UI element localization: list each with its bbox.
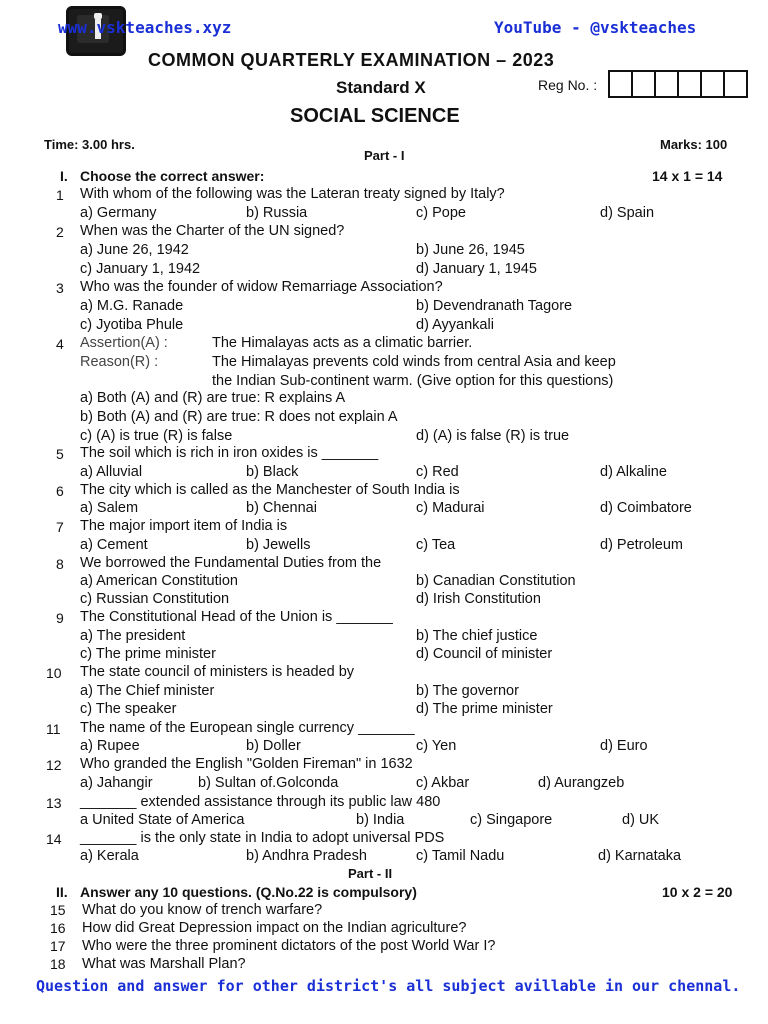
option: a) Cement (80, 537, 148, 553)
section2-marks: 10 x 2 = 20 (662, 884, 733, 900)
option: c) (A) is true (R) is false (80, 428, 233, 444)
option: d) Alkaline (600, 464, 667, 480)
reason-label: Reason(R) : (80, 354, 159, 370)
option: a United State of America (80, 812, 245, 828)
option: b) June 26, 1945 (416, 242, 525, 258)
option: a) Rupee (80, 738, 140, 754)
question-number: 8 (56, 556, 64, 572)
question-text: The Constitutional Head of the Union is _______ (80, 609, 393, 625)
option: c) Akbar (416, 775, 470, 791)
option: a) American Constitution (80, 573, 238, 589)
option: d) The prime minister (416, 701, 553, 717)
option: a) Alluvial (80, 464, 143, 480)
standard-label: Standard X (336, 78, 426, 97)
option: d) Irish Constitution (416, 591, 541, 607)
option: b) Sultan of.Golconda (198, 775, 339, 791)
option: c) Jyotiba Phule (80, 317, 184, 333)
reason-text: the Indian Sub-continent warm. (Give option for this questions) (212, 373, 614, 389)
option: b) Doller (246, 738, 301, 754)
question-number: 13 (46, 795, 62, 811)
question-text: Who was the founder of widow Remarriage Association? (80, 279, 443, 295)
question-number: 3 (56, 280, 64, 296)
website-link[interactable]: www.vskteaches.xyz (58, 18, 232, 37)
option: d) Coimbatore (600, 500, 692, 516)
option: d) Aurangzeb (538, 775, 625, 791)
option: c) Red (416, 464, 459, 480)
option: b) Russia (246, 205, 308, 221)
option: d) Council of minister (416, 646, 553, 662)
option: a) Germany (80, 205, 157, 221)
option: c) Tamil Nadu (416, 848, 505, 864)
option: c) Pope (416, 205, 466, 221)
option: d) Euro (600, 738, 648, 754)
option: c) The speaker (80, 701, 177, 717)
assertion-label: Assertion(A) : (80, 335, 168, 351)
section1-marks: 14 x 1 = 14 (652, 168, 723, 184)
question-number: 16 (50, 920, 66, 936)
option: b) Canadian Constitution (416, 573, 576, 589)
option: c) Yen (416, 738, 457, 754)
option: b) Devendranath Tagore (416, 298, 573, 314)
question-text: The city which is called as the Manchester of South India is (80, 482, 460, 498)
part2-heading: Part - II (348, 866, 393, 881)
section2-number: II. (56, 884, 68, 900)
question-text: What was Marshall Plan? (82, 956, 246, 972)
option: c) Tea (416, 537, 456, 553)
question-number: 11 (46, 721, 61, 737)
section1-number: I. (60, 168, 68, 184)
option: b) Both (A) and (R) are true: R does not explain A (80, 409, 398, 425)
exam-title: COMMON QUARTERLY EXAMINATION – 2023 (148, 50, 555, 70)
reason-text: The Himalayas prevents cold winds from central Asia and keep (212, 354, 616, 370)
option: a) The Chief minister (80, 683, 215, 699)
question-text: _______ is the only state in India to adopt universal PDS (80, 830, 445, 846)
question-text: The soil which is rich in iron oxides is _______ (80, 445, 379, 461)
option: d) Spain (600, 205, 655, 221)
question-number: 10 (46, 665, 62, 681)
question-text: Who were the three prominent dictators of the post World War I? (82, 938, 496, 954)
question-number: 5 (56, 446, 64, 462)
question-text: Who granded the English "Golden Fireman" in 1632 (80, 756, 413, 772)
question-number: 6 (56, 483, 64, 499)
question-text: The name of the European single currency _______ (80, 720, 415, 736)
option: d) Petroleum (600, 537, 684, 553)
subject-title: SOCIAL SCIENCE (290, 105, 460, 127)
option: b) India (356, 812, 405, 828)
option: a) M.G. Ranade (80, 298, 184, 314)
section1-title: Choose the correct answer: (80, 168, 265, 184)
option: d) January 1, 1945 (416, 261, 537, 277)
assertion-text: The Himalayas acts as a climatic barrier. (212, 335, 473, 351)
question-number: 18 (50, 956, 66, 972)
option: b) Andhra Pradesh (246, 848, 367, 864)
option: c) January 1, 1942 (80, 261, 201, 277)
youtube-link[interactable]: YouTube - @vskteaches (494, 18, 697, 37)
option: d) Ayyankali (416, 317, 494, 333)
option: c) Madurai (416, 500, 485, 516)
question-text: We borrowed the Fundamental Duties from the (80, 555, 382, 571)
part1-heading: Part - I (364, 148, 405, 163)
option: c) The prime minister (80, 646, 216, 662)
question-text: How did Great Depression impact on the Indian agriculture? (82, 920, 467, 936)
footer-promo-text: Question and answer for other district's all subject avillable in our chennal. (36, 977, 741, 995)
option: b) Black (246, 464, 299, 480)
option: b) Jewells (246, 537, 311, 553)
option: a) Kerala (80, 848, 139, 864)
question-text: With whom of the following was the Lateran treaty signed by Italy? (80, 186, 505, 202)
option: d) (A) is false (R) is true (416, 428, 570, 444)
question-number: 17 (50, 938, 66, 954)
question-text: The state council of ministers is headed by (80, 664, 355, 680)
question-number: 4 (56, 336, 64, 352)
option: a) Both (A) and (R) are true: R explains A (80, 390, 346, 406)
reg-no-label: Reg No. : (538, 77, 598, 93)
option: d) UK (622, 812, 660, 828)
question-number: 14 (46, 831, 62, 847)
option: c) Russian Constitution (80, 591, 230, 607)
question-text: _______ extended assistance through its public law 480 (80, 794, 441, 810)
question-number: 2 (56, 224, 64, 240)
option: b) The chief justice (416, 628, 538, 644)
marks-label: Marks: 100 (660, 137, 728, 152)
question-text: When was the Charter of the UN signed? (80, 223, 345, 239)
reg-no-boxes[interactable] (608, 70, 748, 98)
question-number: 12 (46, 757, 62, 773)
question-number: 15 (50, 902, 66, 918)
section2-title: Answer any 10 questions. (Q.No.22 is compulsory) (80, 884, 417, 900)
option: a) The president (80, 628, 186, 644)
question-number: 9 (56, 610, 64, 626)
question-number: 7 (56, 519, 64, 535)
question-text: What do you know of trench warfare? (82, 902, 323, 918)
option: a) Salem (80, 500, 139, 516)
option: a) June 26, 1942 (80, 242, 189, 258)
option: b) The governor (416, 683, 519, 699)
option: a) Jahangir (80, 775, 153, 791)
question-number: 1 (56, 187, 64, 203)
option: b) Chennai (246, 500, 317, 516)
option: c) Singapore (470, 812, 553, 828)
option: d) Karnataka (598, 848, 682, 864)
question-text: The major import item of India is (80, 518, 288, 534)
time-label: Time: 3.00 hrs. (44, 137, 135, 152)
